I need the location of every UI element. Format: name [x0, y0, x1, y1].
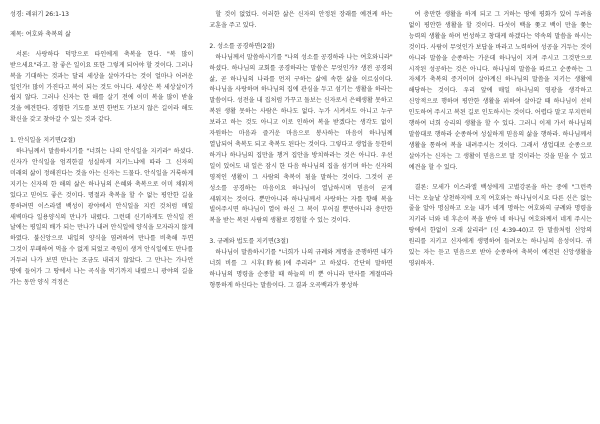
paragraph: 할 것이 없었다. 이러한 삶은 신자의 안정된 장래를 예견케 하는 교훈을 주고 있다.	[209, 11, 393, 29]
sermon-title: 제목: 여호와 축복의 삶	[10, 30, 71, 38]
spacer	[10, 21, 193, 30]
paragraph: 서론: 사랑하다 덕망으로 타인에게 축복을 한다. "복 많이 받으세요"라고. 참 좋은 일이요 또한 그렇게 되어야 할 것이다. 그러나 복을 기대하는 것과는 달리 세상을 살아가다는 것이 얼마나 어려운 일인가! 많이 가진다고 복이 되는 것도 아니다. 세상은 복 세상살이가 쉽지 않다. 그러나 신자는 한 해를 살기 전에 이미 복을 많이 받을 것을 예견한다. 경험한 기도를 보면 한번도 가보지 않은 길이라 해도 확신을 갖고 찾아갈 수 있는 것과 같다.	[10, 50, 194, 124]
section-heading: 1. 안식일을 지키면(2절)	[10, 137, 76, 145]
spacer	[209, 32, 392, 41]
text-column-3	[409, 10, 592, 420]
paragraph: 하나님께서 말씀하시기를 "나의 성소를 공경하라 나는 여호와니라" 하셨다. 하나님의 교회를 공경하라는 말씀은 무엇인가? 생전 공경의 삶, 곧 하나님의 나라를 먼저 구하는 삶에 속한 삶을 이르심이다. 하나님을 사랑하며 하나님의 집에 관심을 두고 섬기는 생활을 하라는 말씀이다. 성전을 내 집처럼 가꾸고 돌보는 신자로서 은혜생활 못하고 복된 생활 못하는 사람은 하나도 없다. 누가 시켜서도 아니고 누구 보라고 하는 것도 아니고 이로 인하여 복을 받겠다는 생각도 없이 자원하는 마음과 즐거운 마음으로 봉사하는 마음이 하나님께 열납되어 축복도 되고 축복도 된다는 것이다. 그렇다고 생업을 등한히 하거나 하나님의 집만을 챙겨 집안을 방치하라는 것은 아니다. 우선 일이 있어도 내 일은 잠시 한 다음 하나님의 집을 섬기며 하는 신자의 영적인 생활이 그 사람의 축복이 됨을 말하는 것이다. 그것이 곧 성소를 공경하는 마음이요 하나님이 열납하시며 믿음이 굳게 세워지는 것이다. 뿐만아니라 하나님께서 사랑하는 자를 향해 복을 빌어주시면 하나님이 열어 하신 그 복이 부어질 뿐만아니라 충만한 복을 받는 복된 사람의 생활로 경험할 수 있는 것이다.	[209, 53, 393, 225]
column-body	[409, 10, 592, 270]
text-column-2	[209, 10, 392, 420]
paragraph: 하나님께서 말씀하시기를 "너희는 나의 안식일을 지키라" 하셨다. 신자가 안식일을 엄격한결 성실하게 지키느냐에 따라 그 신자의 미래의 삶이 정해진다는 것을 아는 신자는 드물다. 안식일을 거룩하게 지키는 신자의 한 해의 삶은 하나님의 은혜와 축복으로 이미 채워져 있다고 믿어도 좋은 것이다. 명절과 축복을 할 수 없는 평안한 길을 통하려면 이스라엘 백성이 광야에서 안식일을 지킨 것처럼 매일 새벽마다 일용양식의 만나가 내렸다. 그런데 신기하게도 안식일 전 날에는 평일의 배가 되는 만나가 내려 안식일에 양식을 모자라지 않게 하였다. 불신앙으로 내일의 양식을 염려하여 만나를 비축해 두면 그것이 부패하여 먹을 수 없게 되었고 죽임이 생겨 안식일에도 만나를 거두러 나가 보면 만나는 조금도 내리지 않았다. 그 만나는 가나안 땅에 들어가 그 땅에서 나는 곡식을 먹기까지 내렸으니 광야의 길을 가는 동안 양식 걱정은	[10, 148, 194, 286]
spacer	[10, 41, 193, 50]
scripture-reference: 성경: 레위기 26:1-13	[10, 11, 69, 18]
text-column-1	[10, 10, 193, 420]
paragraph: 결론: 모세가 이스라엘 백성에게 고별강론을 하는 중에 "그런즉 너는 오늘날 상천하지에 오직 여호와는 하나님이시요 다른 신은 없는 줄을 알아 명심하고 오늘 내가 네게 명하는 여호와의 규례와 명령을 지키라 너와 네 후손이 복을 받아 네 하나님 여호와께서 네게 주시는 땅에서 한없이 오래 살리라" (신 4:39-40)고 한 말씀처럼 신앙의 원리를 지키고 신자에게 생명하여 들려오는 하나님의 음성이다. 귀 있는 자는 듣고 믿음으로 받아 순종하여 축복이 예견된 신앙생활을 영위하자.	[408, 183, 592, 267]
paragraph: 여 충만한 생활을 하게 되고 그 거하는 땅에 평화가 있어 두려움 없이 평안한 생활을 할 것이다. 다섯이 백을 쫓고 백이 만을 쫓는 능력의 생활을 하며 번성하고 창대케 하겠다는 약속의 말씀을 하시는 것이다. 사람이 무엇인가 보답을 바라고 노력하여 성공을 거두는 것이 아니라 말씀을 순종하는 가운데 하나님이 지켜 주시고 그것만으로 시작된 성공하는 것은 아니다. 하나님의 말씀을 따르고 순종하는 그 자체가 축복의 증거이며 살아계신 하나님의 말씀을 지키는 생활에 해당하는 것이다. 우리 앞에 매일 하나님의 영광을 생각하고 신앙적으로 행하며 평안한 생활을 위하여 살아갈 때 하나님이 선히 인도하여 주시고 복된 길로 인도하시는 것이다. 어렵다 말고 부지런히 행하여 너희 승리의 생활을 할 수 있다. 그러니 이제 가서 하나님의 말씀대로 행하라 순종하여 성실하게 믿음의 삶을 행하라. 하나님께서 생활을 통하여 복을 내려주시는 것이다. 그래서 생업대로 순종으로 살아가는 신자는 그 생활이 믿음으로 말 것이라는 것을 믿을 수 있고 예견을 할 수 있다.	[408, 11, 592, 171]
column-body	[209, 10, 392, 292]
column-body	[10, 50, 193, 289]
paragraph: 하나님이 말씀하시기를 "너희가 나의 규례와 계명을 준행하면 내가 너희 비를 그 시후(時候)에 주리라" 고 하셨다. 간단히 말하면 하나님의 명령을 순종할 때 하늘의 비 뿐 아니라 만사를 계절따라 형통하게 하신다는 말씀이다. 그 결과 오곡백과가 풍성하	[209, 249, 393, 289]
spacer	[409, 174, 592, 183]
section-heading: 2. 성소를 공경하면(2절)	[209, 42, 275, 50]
spacer	[10, 126, 193, 135]
spacer	[209, 227, 392, 236]
section-heading: 3. 규례와 법도를 지키면(3절)	[209, 238, 289, 246]
